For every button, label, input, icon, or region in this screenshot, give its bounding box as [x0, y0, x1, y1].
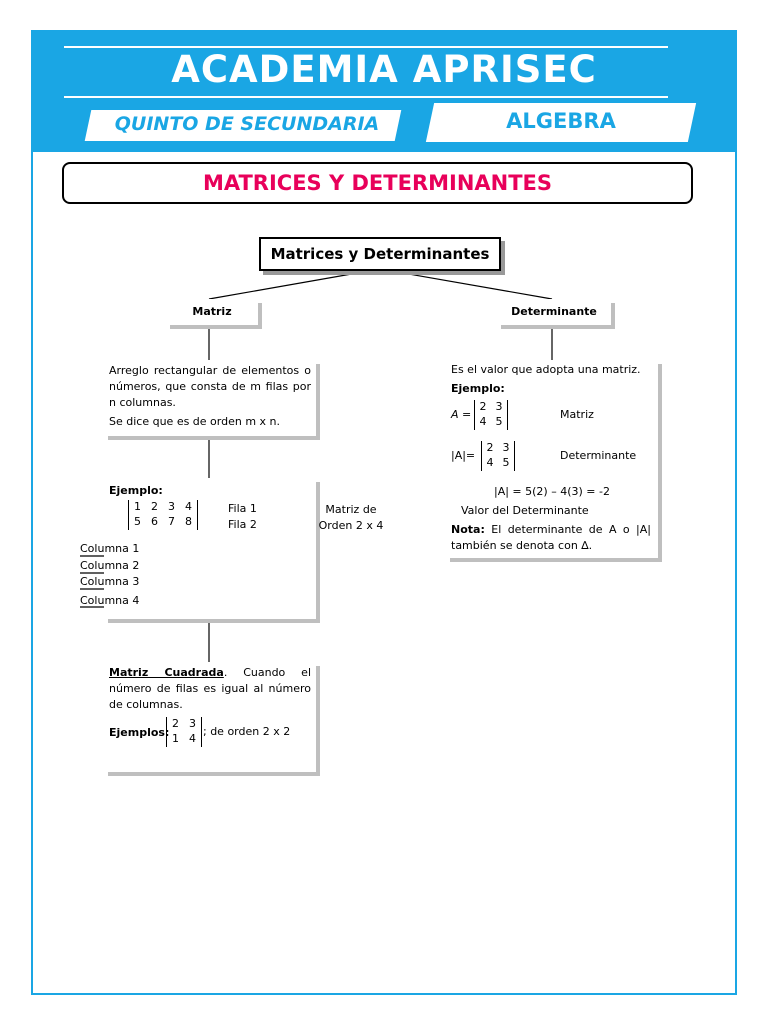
matrix-cell: 5 — [134, 515, 141, 528]
orden-line-2: Orden 2 x 4 — [318, 519, 384, 532]
matrix-cell: 2 — [151, 500, 158, 513]
matrix-cell: 8 — [185, 515, 192, 528]
example-matrix-2x4 — [128, 500, 198, 530]
determinante-definition: Es el valor que adopta una matriz. — [451, 363, 641, 376]
matrix-cell: 3 — [168, 500, 175, 513]
matriz-example-label: Ejemplo: — [109, 484, 163, 497]
matrix-cell: 4 — [486, 456, 494, 469]
grade-label: QUINTO DE SECUNDARIA — [114, 113, 380, 135]
matrix-cell: 2 — [172, 717, 179, 730]
matrix-cell: 5 — [495, 415, 503, 428]
fila-1-label: Fila 1 — [228, 502, 257, 515]
matrix-cell: 6 — [151, 515, 158, 528]
columna-2-label: Columna 2 — [80, 559, 140, 572]
matrix-row-2 — [167, 732, 201, 747]
matrix-cell: 4 — [189, 732, 196, 745]
matriz-definition-box — [104, 360, 316, 436]
matrix-row-1 — [167, 717, 201, 732]
academy-title: ACADEMIA APRISEC — [171, 48, 597, 91]
abs-a-label: |A|= — [451, 449, 476, 462]
determinante-node: Determinante — [497, 299, 611, 325]
matrix-cell: 3 — [502, 441, 510, 454]
columna-4-label: Columna 4 — [80, 594, 140, 607]
nota-label: Nota: — [451, 523, 485, 536]
matrix-cell: 4 — [479, 415, 487, 428]
matriz-cuadrada-text: . Cuando el número de filas es igual al número de columnas. — [109, 666, 312, 711]
matrix-row-1 — [475, 400, 507, 415]
matrix-cell: 5 — [502, 456, 510, 469]
matrix-cell: 2 — [479, 400, 487, 413]
fila-2-label: Fila 2 — [228, 518, 257, 531]
orden-2x2-text: ; de orden 2 x 2 — [203, 725, 291, 738]
root-node: Matrices y Determinantes — [259, 237, 501, 271]
matrix-cell: 7 — [168, 515, 175, 528]
nota-text: El determinante de A o |A| también se denota con ∆. — [451, 523, 651, 552]
matrix-row-2 — [129, 515, 197, 530]
matriz-cuadrada-box — [104, 662, 316, 772]
columna-1-label: Columna 1 — [80, 542, 140, 555]
determinant-formula: |A| = 5(2) – 4(3) = -2 — [494, 485, 610, 498]
matrix-cell: 3 — [189, 717, 196, 730]
matriz-definition-text: Arreglo rectangular de elementos o números, que consta de m filas por n columnas. — [109, 364, 311, 409]
matrix-row-1 — [482, 441, 514, 456]
matrix-cell: 1 — [172, 732, 179, 745]
determinante-note — [451, 522, 651, 554]
matrix-cell: 4 — [185, 500, 192, 513]
matriz-order-text: Se dice que es de orden m x n. — [109, 415, 281, 428]
matrix-cell: 2 — [486, 441, 494, 454]
matriz-cuadrada-term: Matriz Cuadrada — [109, 666, 224, 679]
matriz-node: Matriz — [166, 299, 258, 325]
a-equals-label: A = — [451, 408, 472, 421]
matrix-row-2 — [475, 415, 507, 430]
topic-title: MATRICES Y DETERMINANTES — [202, 171, 553, 195]
determinante-ejemplo-label: Ejemplo: — [451, 382, 505, 395]
ejemplos-label: Ejemplos: — [109, 726, 170, 739]
columna-3-label: Columna 3 — [80, 575, 140, 588]
subject-label: ALGEBRA — [506, 109, 616, 133]
orden-line-1: Matriz de — [325, 503, 377, 516]
matriz-result-label: Matriz — [560, 408, 594, 421]
matrix-cell: 3 — [495, 400, 503, 413]
matrix-cell: 1 — [134, 500, 141, 513]
valor-determinante-label: Valor del Determinante — [461, 504, 589, 517]
square-matrix-2x2 — [166, 717, 202, 747]
matrix-row-1 — [129, 500, 197, 515]
determinante-result-label: Determinante — [560, 449, 637, 462]
determinant-matrix-a — [474, 400, 508, 430]
determinant-crossed-matrix — [481, 441, 515, 471]
matrix-row-2 — [482, 456, 514, 471]
